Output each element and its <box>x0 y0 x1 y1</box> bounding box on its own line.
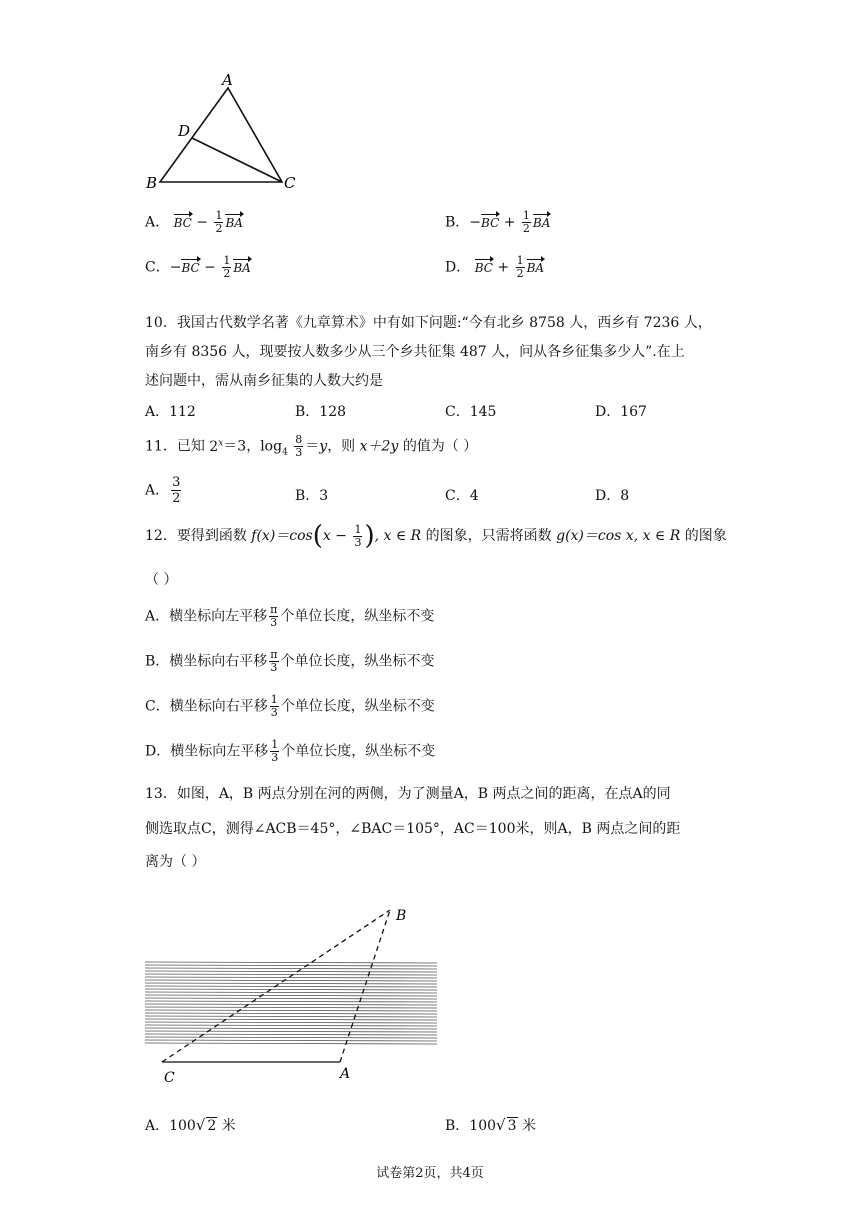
river-line <box>145 989 437 990</box>
river-line <box>145 1001 437 1002</box>
minus-sign: − <box>196 214 208 231</box>
right-paren: ) <box>364 521 375 551</box>
river-line <box>145 1019 437 1020</box>
river-line <box>145 983 437 984</box>
option-text: 个单位长度，纵坐标不变 <box>280 653 435 670</box>
river-line <box>145 1013 437 1014</box>
q12-option-c[interactable] <box>145 694 435 719</box>
plus-sign: + <box>503 214 516 231</box>
fraction-half: $\frac{1}{2}$ <box>215 209 223 235</box>
option-text: A．横坐标向左平移 <box>145 608 268 625</box>
option-label: B．100 <box>445 1118 497 1134</box>
q10-line-2: 南乡有 8356 人，现要按人数多少从三个乡共征集 487 人，问从各乡征集多少人”.在上 <box>145 344 685 360</box>
river-line <box>145 974 437 975</box>
option-label: C． <box>145 259 170 276</box>
option-label: B． <box>445 214 470 231</box>
q12-stem <box>145 521 727 551</box>
q11-mid: ，则 <box>327 438 356 455</box>
vector-ba: BA <box>225 213 242 230</box>
q10-option-b[interactable]: B．128 <box>295 404 347 420</box>
q12-option-d[interactable] <box>145 739 435 764</box>
river-line <box>145 1010 437 1011</box>
river-hatching <box>145 962 437 1044</box>
label-b: B <box>396 908 407 924</box>
plus-sign: + <box>497 259 510 276</box>
q11-suffix: 的值为（ ） <box>402 438 478 455</box>
q11-option-c[interactable]: C．4 <box>445 488 479 504</box>
q11-option-d[interactable]: D．8 <box>595 488 630 504</box>
river-line <box>145 1043 437 1044</box>
fraction-half: $\frac{1}{2}$ <box>522 209 530 235</box>
vector-ba: BA <box>233 258 250 275</box>
q12-option-a[interactable] <box>145 604 434 629</box>
minus-sign: − <box>169 259 182 276</box>
river-line <box>145 980 437 981</box>
x-minus: x − <box>322 528 347 544</box>
river-line <box>145 1016 437 1017</box>
vector-bc: BC <box>475 258 493 275</box>
q12-prefix: 12．要得到函数 <box>145 528 247 544</box>
fraction-half: $\frac{1}{2}$ <box>223 254 231 280</box>
q11-expression: x＋2y <box>359 438 399 455</box>
label-c: C <box>284 174 296 192</box>
label-c: C <box>164 1070 175 1086</box>
river-line <box>145 1007 437 1008</box>
unit: 米 <box>221 1118 236 1134</box>
option-fraction: $\frac{\pi}{3}$ <box>270 603 278 629</box>
river-line <box>145 1004 437 1005</box>
q11-option-b[interactable]: B．3 <box>295 488 329 504</box>
minus-sign: − <box>469 214 482 231</box>
river-line <box>145 995 437 996</box>
q10-option-c[interactable]: C．145 <box>445 404 497 420</box>
q9-option-b[interactable] <box>445 210 550 235</box>
segment-ab-dashed <box>340 910 390 1062</box>
variable-y: y <box>319 438 328 455</box>
river-line <box>145 968 437 969</box>
q13-line-1: 13．如图，A，B 两点分别在河的两侧，为了测量A，B 两点之间的距离，在点A的同 <box>145 786 671 802</box>
river-line <box>145 998 437 999</box>
function-f: f(x)＝cos <box>251 528 313 544</box>
vector-bc: BC <box>181 258 199 275</box>
river-line <box>145 965 437 966</box>
equals-sign: ＝ <box>305 438 320 455</box>
option-label: A．100 <box>145 1118 196 1134</box>
option-text: 个单位长度，纵坐标不变 <box>281 743 436 760</box>
domain-r: , x ∈ R <box>374 528 422 544</box>
unit: 米 <box>521 1118 536 1134</box>
q11-option-a[interactable] <box>145 475 183 506</box>
river-line <box>145 992 437 993</box>
q9-option-a[interactable] <box>145 210 243 235</box>
option-fraction: $\frac{1}{3}$ <box>270 693 278 719</box>
option-label: A． <box>145 214 170 231</box>
q13-option-a[interactable]: A．100√ 2 米 <box>145 1116 236 1134</box>
fraction-three-halves: $\frac{3}{2}$ <box>172 475 181 506</box>
log-base: 4 <box>282 447 288 458</box>
q11-stem <box>145 434 477 459</box>
option-label: A． <box>145 482 170 499</box>
q13-line-3: 离为（ ） <box>145 854 206 870</box>
q12-option-b[interactable] <box>145 649 435 674</box>
vector-ba: BA <box>533 213 550 230</box>
option-fraction: $\frac{\pi}{3}$ <box>270 648 278 674</box>
q10-option-a[interactable]: A．112 <box>145 404 196 420</box>
river-figure <box>140 900 450 1090</box>
q12-mid: 的图象，只需将函数 <box>425 528 552 544</box>
vector-bc: BC <box>174 213 192 230</box>
vector-ba: BA <box>527 258 544 275</box>
label-d: D <box>178 122 191 140</box>
minus-sign: − <box>204 259 216 276</box>
option-text: 个单位长度，纵坐标不变 <box>280 698 435 715</box>
river-line <box>145 1040 437 1041</box>
q9-option-d[interactable] <box>445 255 544 280</box>
q10-option-d[interactable]: D．167 <box>595 404 647 420</box>
option-fraction: $\frac{1}{3}$ <box>271 738 279 764</box>
river-line <box>145 971 437 972</box>
fraction-eight-thirds: $\frac{8}{3}$ <box>295 433 303 459</box>
power-expression: 2$^x$ <box>209 437 224 455</box>
q9-option-c[interactable] <box>145 255 251 280</box>
left-paren: ( <box>312 521 323 551</box>
river-line <box>145 1025 437 1026</box>
q13-line-2: 侧选取点C，测得∠ACB＝45°，∠BAC＝105°，AC＝100米，则A，B 两点之间的距 <box>145 821 681 837</box>
q11-prefix: 11．已知 <box>145 438 205 455</box>
label-b: B <box>146 174 158 192</box>
river-line <box>145 1034 437 1035</box>
q12-paren: （ ） <box>145 572 178 588</box>
river-line <box>145 977 437 978</box>
option-text: 个单位长度，纵坐标不变 <box>280 608 435 625</box>
river-line <box>145 1031 437 1032</box>
option-text: D．横坐标向左平移 <box>145 743 269 760</box>
radicand: 3 <box>507 1118 517 1134</box>
q10-line-1: 10．我国古代数学名著《九章算术》中有如下问题:“今有北乡 8758 人，西乡有 7236 人， <box>145 315 712 331</box>
page-footer: 试卷第2页，共4页 <box>376 1166 484 1181</box>
triangle-figure <box>140 70 310 195</box>
log-symbol: log <box>260 438 283 455</box>
label-a: A <box>340 1066 351 1082</box>
label-a: A <box>222 71 233 89</box>
function-g: g(x)＝cos x, x ∈ R <box>556 528 681 544</box>
option-label: D． <box>445 259 471 276</box>
q10-line-3: 述问题中，需从南乡征集的人数大约是 <box>145 373 383 389</box>
q12-suffix: 的图象 <box>684 528 727 544</box>
river-line <box>145 1028 437 1029</box>
equals-three: ＝3， <box>223 438 261 455</box>
option-text: C．横坐标向右平移 <box>145 698 268 715</box>
radicand: 2 <box>207 1118 217 1134</box>
river-line <box>145 1022 437 1023</box>
river-line <box>145 1037 437 1038</box>
q13-option-b[interactable]: B．100√ 3 米 <box>445 1116 536 1134</box>
fraction-half: $\frac{1}{2}$ <box>516 254 524 280</box>
option-text: B．横坐标向右平移 <box>145 653 268 670</box>
fraction-one-third: $\frac{1}{3}$ <box>354 522 362 549</box>
river-line <box>145 986 437 987</box>
vector-bc: BC <box>481 213 499 230</box>
river-line <box>145 962 437 963</box>
